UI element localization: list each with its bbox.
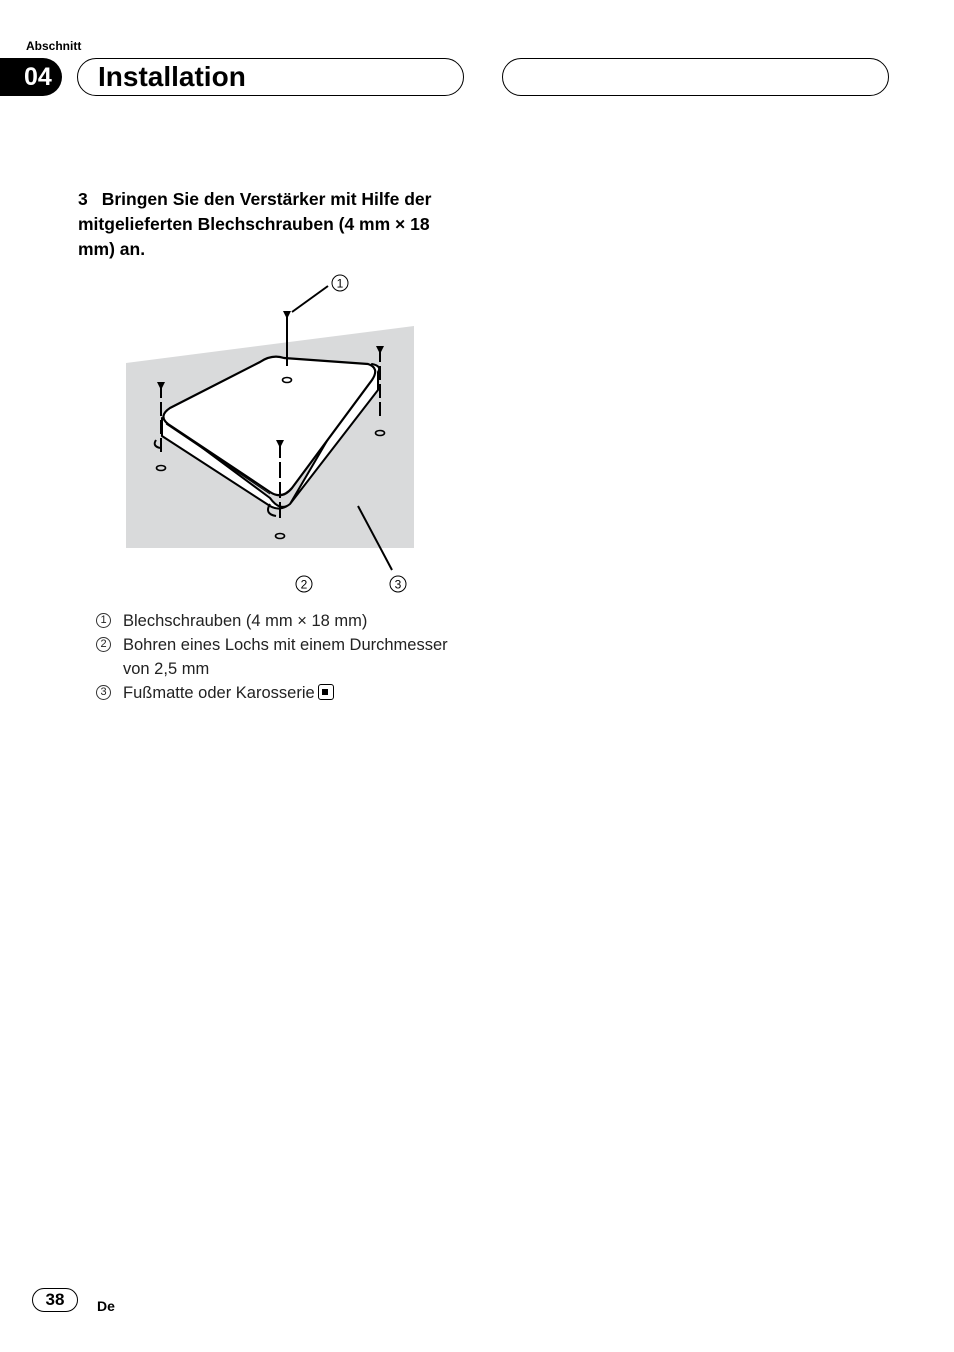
header-blank-box <box>502 58 889 96</box>
legend-text: Blechschrauben (4 mm × 18 mm) <box>123 612 368 630</box>
legend-number: 1 <box>96 613 111 628</box>
step-number: 3 <box>78 189 88 209</box>
legend-item <box>96 609 466 633</box>
page-number: 38 <box>32 1288 78 1312</box>
language-code: De <box>97 1298 115 1314</box>
callout-1-label: 1 <box>336 276 344 291</box>
legend-number: 2 <box>96 637 111 652</box>
step-text: Bringen Sie den Verstärker mit Hilfe der mitgelieferten Blechschrauben (4 mm × 18 mm) an. <box>78 189 432 259</box>
step-instruction <box>78 187 470 262</box>
section-label: Abschnitt <box>26 39 82 53</box>
callout-3-label: 3 <box>394 577 402 592</box>
amplifier-mounting-illustration <box>120 268 420 603</box>
legend-text: Bohren eines Lochs mit einem Durchmesser von 2,5 mm <box>123 636 448 678</box>
end-of-section-icon <box>318 684 334 700</box>
section-number-badge: 04 <box>0 58 62 96</box>
callout-1-leader <box>292 286 328 312</box>
installation-figure <box>120 268 420 608</box>
legend-text: Fußmatte oder Karosserie <box>123 684 315 702</box>
legend-item <box>96 681 466 705</box>
title-box <box>77 58 464 96</box>
callout-2-label: 2 <box>300 577 308 592</box>
figure-legend <box>96 609 466 705</box>
legend-item <box>96 633 466 681</box>
page-title: Installation <box>98 61 246 92</box>
legend-number: 3 <box>96 685 111 700</box>
